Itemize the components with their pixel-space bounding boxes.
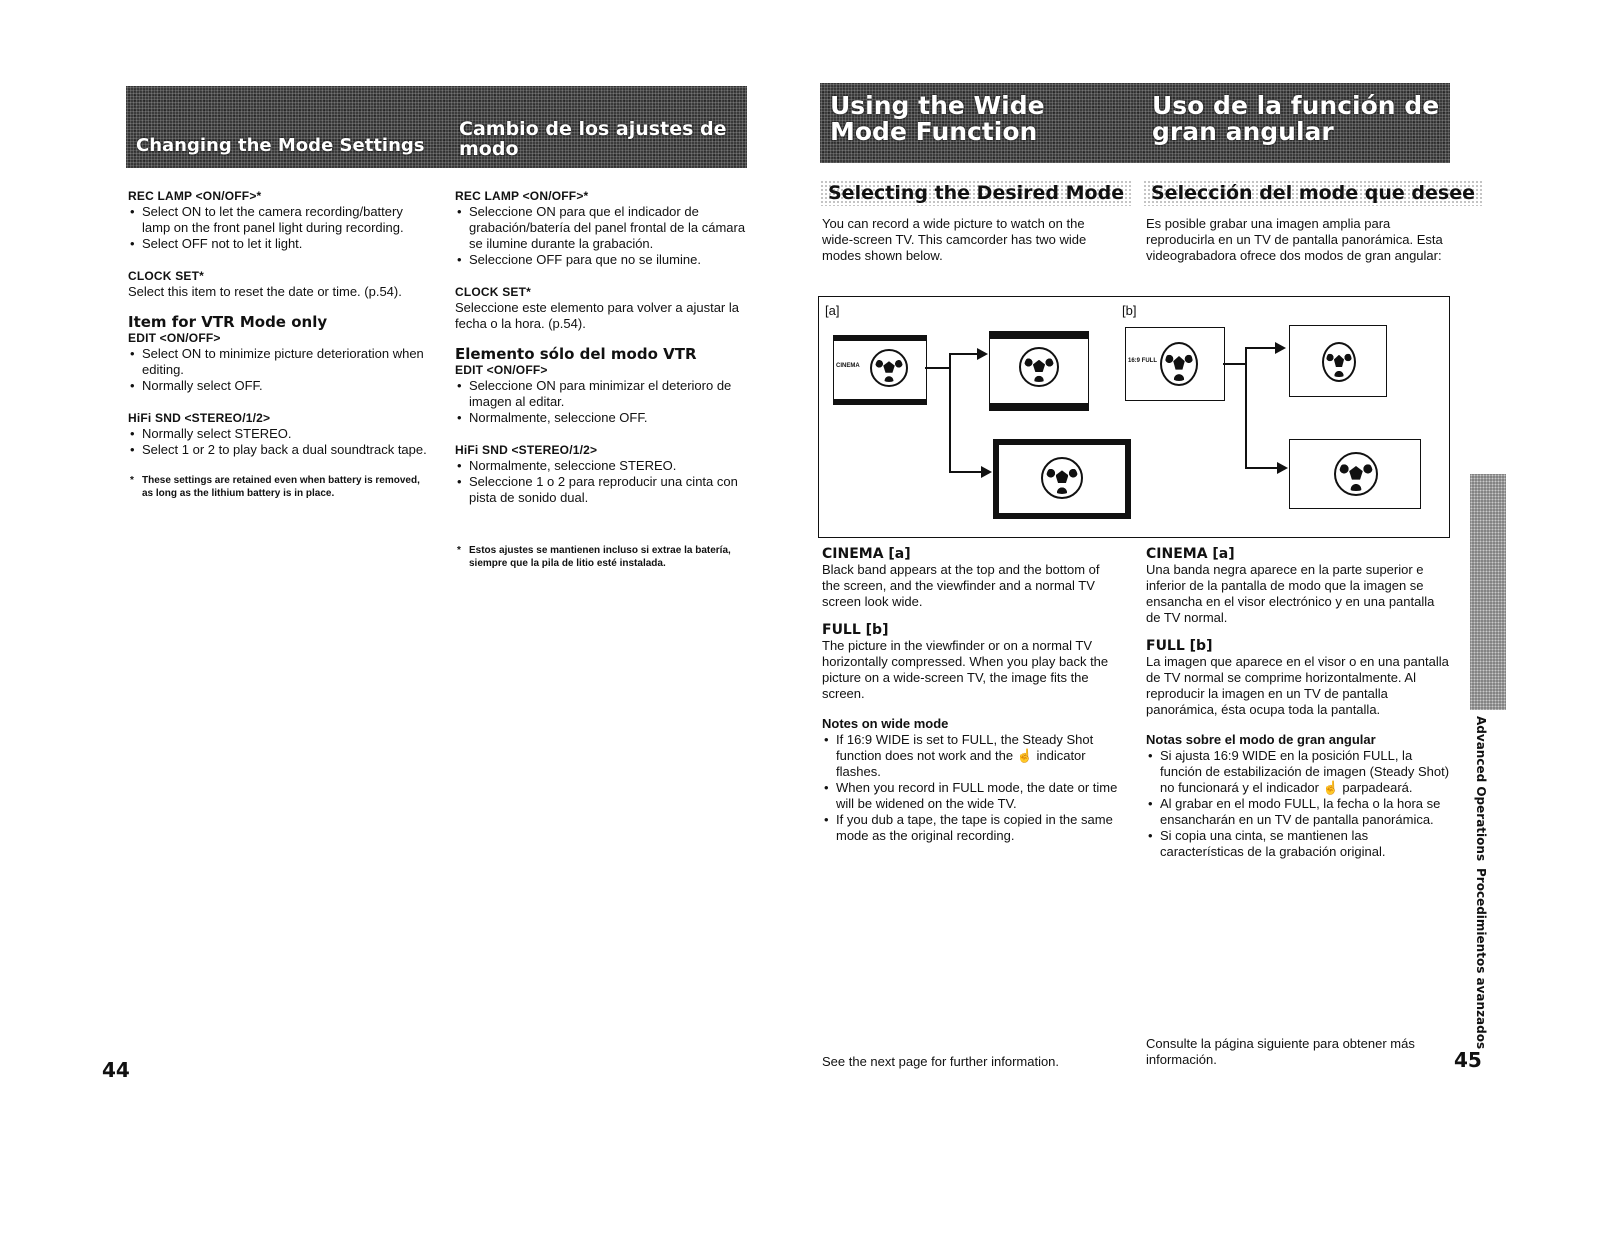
clock-set-label: CLOCK SET*: [128, 269, 205, 283]
edit-label: EDIT <ON/OFF>: [128, 331, 221, 345]
list-item: • Select OFF not to let it light.: [128, 236, 430, 252]
list-item: • Normalmente, seleccione OFF.: [455, 410, 755, 426]
left-es-column: [455, 188, 755, 570]
list-item: • Select ON to minimize picture deterioration when editing.: [128, 346, 430, 378]
list-item: • If 16:9 WIDE is set to FULL, the Steady Shot function does not work and the ☝ indicator flashes.: [822, 732, 1120, 780]
footer-es: Consulte la página siguiente para obtener más información.: [1146, 1036, 1415, 1067]
hifi-label: HiFi SND <STEREO/1/2>: [128, 411, 271, 425]
notes-list: [822, 732, 1120, 844]
edit-list: [455, 378, 755, 426]
page-number-right: 45: [1454, 1048, 1482, 1072]
normal-tv-letterbox: [989, 331, 1089, 411]
list-item: • Normalmente, seleccione STEREO.: [455, 458, 755, 474]
rec-lamp-list: [128, 204, 430, 252]
connector-line: [1245, 347, 1247, 469]
arrow-right-icon: [1277, 462, 1288, 474]
rec-lamp-label: REC LAMP <ON/OFF>*: [455, 189, 589, 203]
page-number-left: 44: [102, 1058, 130, 1082]
connector-line: [1245, 347, 1275, 349]
full-text: La imagen que aparece en el visor o en una pantalla de TV normal se comprime horizontalmente. Al reproducir la imagen en un TV de pantalla panorámica, ésta ocupa toda la pantalla.: [1146, 654, 1449, 717]
list-item: • Normally select OFF.: [128, 378, 430, 394]
arrow-right-icon: [977, 348, 988, 360]
wide-mode-diagram: [818, 296, 1450, 538]
list-item: • If you dub a tape, the tape is copied in the same mode as the original recording.: [822, 812, 1120, 844]
list-item: • Si ajusta 16:9 WIDE en la posición FULL, la función de estabilización de imagen (Steady Shot) no funcionará y el indicador ☝ parpadeará.: [1146, 748, 1452, 796]
notes-list: [1146, 748, 1452, 860]
arrow-right-icon: [981, 466, 992, 478]
normal-tv-compressed: [1289, 325, 1387, 397]
connector-line: [949, 353, 951, 473]
list-item: • Select 1 or 2 to play back a dual soundtrack tape.: [128, 442, 430, 458]
full-heading: FULL [b]: [822, 622, 889, 638]
connector-line: [949, 471, 983, 473]
banner-title-es: Cambio de los ajustes de modo: [459, 118, 727, 160]
list-item: • Normally select STEREO.: [128, 426, 430, 442]
right-banner: [820, 83, 1450, 163]
banner-title-en: Using the Wide Mode Function: [830, 91, 1045, 147]
full-viewfinder: [1125, 327, 1225, 401]
cinema-heading: CINEMA [a]: [1146, 546, 1235, 562]
right-es-column: [1146, 546, 1452, 860]
footnote: * Estos ajustes se mantienen incluso si extrae la batería, siempre que la pila de litio esté instalada.: [455, 544, 769, 570]
diagram-label-b: [b]: [1122, 303, 1137, 318]
hifi-list: [128, 426, 430, 458]
wide-tv-cinema: [993, 439, 1131, 519]
soccer-ball-icon: [870, 349, 908, 387]
footer-en: See the next page for further information.: [822, 1054, 1060, 1069]
connector-line: [949, 353, 979, 355]
clock-set-label: CLOCK SET*: [455, 285, 532, 299]
connector-line: [1223, 363, 1247, 365]
diagram-label-a: [a]: [825, 303, 840, 318]
vtr-heading: Elemento sólo del modo VTR: [455, 345, 697, 363]
soccer-ball-icon: [1334, 452, 1378, 496]
side-label-en: Advanced Operations: [1474, 716, 1488, 862]
notes-heading: Notas sobre el modo de gran angular: [1146, 732, 1376, 747]
intro-es: Es posible grabar una imagen amplia para reproducirla en un TV de pantalla panorámica. Esta videograbadora ofrece dos modos de gran angular:: [1146, 216, 1443, 263]
vtr-heading: Item for VTR Mode only: [128, 313, 328, 331]
connector-line: [1245, 467, 1277, 469]
list-item: • Al grabar en el modo FULL, la fecha o la hora se ensancharán en un TV de pantalla panorámica.: [1146, 796, 1452, 828]
banner-title-es: Uso de la función de gran angular: [1152, 91, 1440, 147]
full-heading: FULL [b]: [1146, 638, 1213, 654]
full-tag: 16:9 FULL: [1128, 358, 1158, 364]
list-item: • Seleccione 1 o 2 para reproducir una cinta con pista de sonido dual.: [455, 474, 755, 506]
clock-set-text: Seleccione este elemento para volver a ajustar la fecha o la hora. (p.54).: [455, 300, 739, 331]
rec-lamp-label: REC LAMP <ON/OFF>*: [128, 189, 262, 203]
banner-title-en: Changing the Mode Settings: [136, 135, 425, 157]
soccer-ball-icon: [1322, 342, 1356, 382]
right-en-column: [822, 546, 1120, 844]
list-item: • Select ON to let the camera recording/battery lamp on the front panel light during recording.: [128, 204, 430, 236]
wide-tv-full: [1289, 439, 1421, 509]
notes-heading: Notes on wide mode: [822, 716, 949, 731]
cinema-tag: CINEMA: [836, 363, 860, 369]
section-tab: [1470, 474, 1506, 710]
list-item: • Seleccione ON para minimizar el deterioro de imagen al editar.: [455, 378, 755, 410]
full-text: The picture in the viewfinder or on a normal TV horizontally compressed. When you play back the picture on a wide-screen TV, the image fits the screen.: [822, 638, 1109, 701]
rec-lamp-list: [455, 204, 755, 268]
side-label-es: Procedimientos avanzados: [1474, 868, 1488, 1050]
left-banner: [126, 86, 747, 168]
cinema-text: Una banda negra aparece en la parte superior e inferior de la pantalla de modo que la imagen se ensancha en el visor electrónico y en una pantalla de TV normal.: [1146, 562, 1435, 625]
arrow-right-icon: [1275, 342, 1286, 354]
sub-heading-en: Selecting the Desired Mode: [820, 180, 1132, 206]
left-en-column: [128, 188, 430, 500]
clock-set-text: Select this item to reset the date or time. (p.54).: [128, 284, 402, 299]
list-item: • Seleccione ON para que el indicador de grabación/batería del panel frontal de la cámara se ilumine durante la grabación.: [455, 204, 755, 252]
soccer-ball-icon: [1160, 342, 1198, 386]
hifi-label: HiFi SND <STEREO/1/2>: [455, 443, 598, 457]
cinema-viewfinder: [833, 335, 927, 405]
list-item: • Si copia una cinta, se mantienen las características de la grabación original.: [1146, 828, 1452, 860]
intro-en: You can record a wide picture to watch on the wide-screen TV. This camcorder has two wide modes shown below.: [822, 216, 1087, 263]
list-item: • Seleccione OFF para que no se ilumine.: [455, 252, 755, 268]
sub-heading-es: Selección del mode que desee: [1143, 180, 1483, 206]
cinema-heading: CINEMA [a]: [822, 546, 911, 562]
list-item: • When you record in FULL mode, the date or time will be widened on the wide TV.: [822, 780, 1120, 812]
hifi-list: [455, 458, 755, 506]
edit-list: [128, 346, 430, 394]
soccer-ball-icon: [1041, 457, 1083, 499]
cinema-text: Black band appears at the top and the bottom of the screen, and the viewfinder and a normal TV screen look wide.: [822, 562, 1100, 609]
soccer-ball-icon: [1019, 347, 1059, 387]
connector-line: [925, 367, 951, 369]
edit-label: EDIT <ON/OFF>: [455, 363, 548, 377]
footnote: * These settings are retained even when battery is removed, as long as the lithium battery is in place.: [128, 474, 422, 500]
